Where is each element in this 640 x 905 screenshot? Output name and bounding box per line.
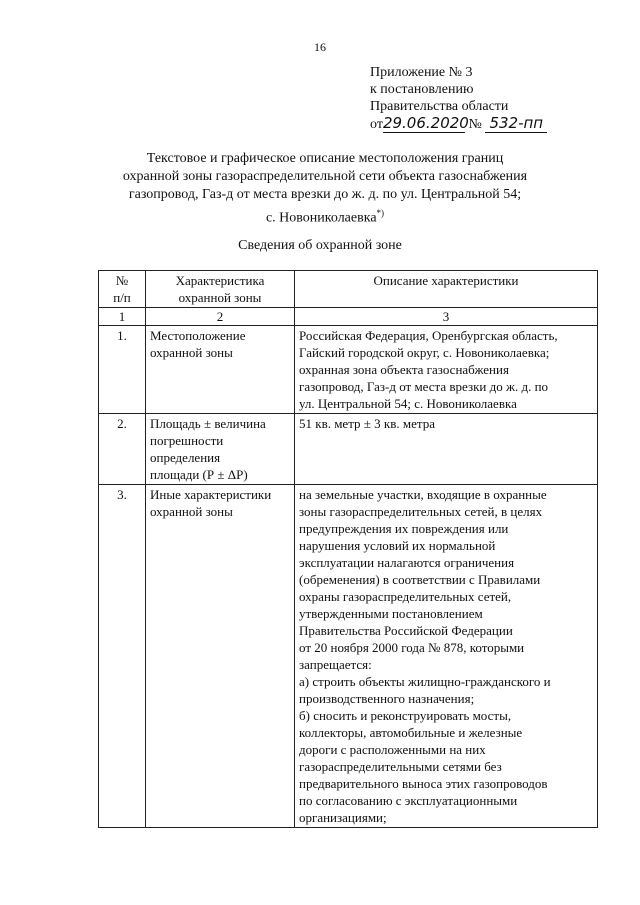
appendix-line-3: Правительства области <box>370 99 509 114</box>
header-number: № п/п <box>99 271 146 308</box>
footnote-mark: *) <box>376 208 385 218</box>
title-text: Текстовое и графическое описание местоположения границ охранной зоны газораспределительной сети объекта газоснабжения газопровод, Газ-д от места врезки до ж. д. по ул. Центральной 54; с. Новониколаевка <box>122 151 528 226</box>
row-description: 51 кв. метр ± 3 кв. метра <box>295 414 598 485</box>
number-prefix: № <box>468 117 482 132</box>
row-number: 1. <box>99 326 146 414</box>
appendix-block <box>370 64 547 133</box>
page-number: 16 <box>314 40 326 54</box>
date-prefix: от <box>370 117 383 132</box>
row-characteristic: Иные характеристики охранной зоны <box>146 485 295 828</box>
row-description: Российская Федерация, Оренбургская область, Гайский городской округ, с. Новониколаевка; охранная зона объекта газоснабжения газопровод, Газ-д от места врезки до ж. д. по ул. Центральной 54; с. Новониколаевка <box>295 326 598 414</box>
row-number: 2. <box>99 414 146 485</box>
handwritten-number: 532-пп <box>485 115 547 133</box>
handwritten-date: 29.06.2020 <box>382 114 469 132</box>
table-row <box>99 485 598 828</box>
table-row <box>99 414 598 485</box>
column-number: 3 <box>295 308 598 326</box>
document-title <box>90 150 560 228</box>
row-characteristic: Местоположение охранной зоны <box>146 326 295 414</box>
table-row <box>99 326 598 414</box>
row-description: на земельные участки, входящие в охранные зоны газораспределительных сетей, в целях предупреждения их повреждения или нарушения условий их нормальной эксплуатации налагаются ограничения (обременения) в соответствии с Правилами охраны газораспределительных сетей, утвержденными постановлением Правительства Российской Федерации от 20 ноября 2000 года № 878, которыми запрещается: а) строить объекты жилищно-гражданского и производственного назначения; б) сносить и реконструировать мосты, коллекторы, автомобильные и железные дороги с расположенными на них газораспределительными сетями без предварительного выноса этих газопроводов по согласованию с эксплуатационными организациями; <box>295 485 598 828</box>
table-header-row <box>99 271 598 308</box>
appendix-line-1: Приложение № 3 <box>370 65 473 80</box>
column-number: 2 <box>146 308 295 326</box>
section-subtitle: Сведения об охранной зоне <box>238 238 402 253</box>
appendix-date-line <box>370 115 547 133</box>
row-number: 3. <box>99 485 146 828</box>
zone-table <box>98 270 598 828</box>
appendix-line-2: к постановлению <box>370 82 474 97</box>
column-number: 1 <box>99 308 146 326</box>
header-description: Описание характеристики <box>295 271 598 308</box>
row-characteristic: Площадь ± величина погрешности определения площади (Р ± ΔР) <box>146 414 295 485</box>
column-number-row <box>99 308 598 326</box>
header-characteristic: Характеристика охранной зоны <box>146 271 295 308</box>
